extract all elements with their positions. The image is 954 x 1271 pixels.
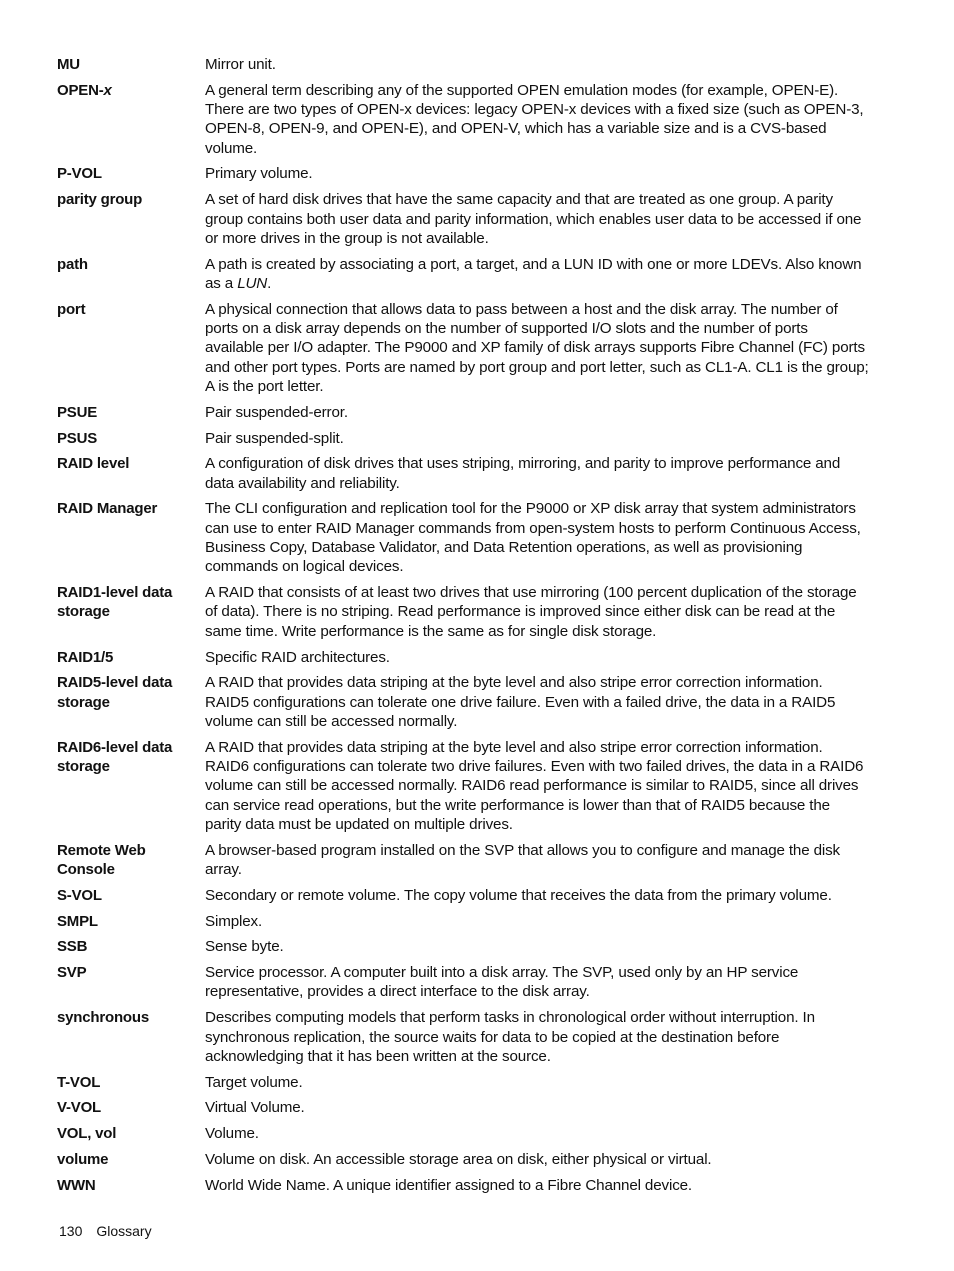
glossary-entry bbox=[57, 648, 869, 667]
glossary-definition: Sense byte. bbox=[205, 938, 284, 956]
glossary-entry bbox=[57, 912, 869, 931]
glossary-definition: Target volume. bbox=[205, 1073, 303, 1091]
glossary-entry bbox=[57, 673, 869, 731]
glossary-definition: A RAID that provides data striping at the byte level and also stripe error correction information. RAID5 configurations can tolerate one drive failure. Even with a failed drive, the data in a RAID5 volume can still be accessed normally. bbox=[205, 674, 836, 730]
glossary-definition: Service processor. A computer built into a disk array. The SVP, used only by an HP service representative, provides a direct interface to the disk array. bbox=[205, 964, 799, 1001]
glossary-term: synchronous bbox=[57, 1009, 149, 1027]
glossary-term: port bbox=[57, 300, 86, 318]
glossary-definition: Pair suspended-error. bbox=[205, 403, 348, 421]
glossary-entry bbox=[57, 300, 869, 396]
glossary-definition: A RAID that provides data striping at the byte level and also stripe error correction information. RAID6 configurations can tolerate two drive failures. Even with two failed drives, the data in a RAID6 volume can still be accessed normally. RAID6 read performance is similar to RAID5, since all drives can service read operations, but the write performance is lower than that of RAID5 because the parity data must be updated on multiple drives. bbox=[205, 738, 864, 833]
glossary-definition: Simplex. bbox=[205, 912, 263, 930]
glossary-definition: Pair suspended-split. bbox=[205, 429, 344, 447]
glossary-definition: World Wide Name. A unique identifier assigned to a Fibre Channel device. bbox=[205, 1176, 693, 1194]
glossary-definition: Volume on disk. An accessible storage area on disk, either physical or virtual. bbox=[205, 1151, 712, 1169]
glossary-term: RAID1-level data storage bbox=[57, 584, 173, 621]
glossary-entry bbox=[57, 403, 869, 422]
glossary-entry bbox=[57, 937, 869, 956]
glossary-definition: Volume. bbox=[205, 1125, 259, 1143]
glossary-term: RAID Manager bbox=[57, 500, 158, 518]
glossary-term: SSB bbox=[57, 938, 88, 956]
glossary-definition: A general term describing any of the supported OPEN emulation modes (for example, OPEN-E). There are two types of OPEN-x devices: legacy OPEN-x devices with a fixed size (such as OPEN-3, OPEN-8, OPEN-9, and OPEN-E), and OPEN-V, which has a variable size and is a CVS-based volume. bbox=[205, 81, 864, 157]
glossary-term: RAID1/5 bbox=[57, 648, 114, 666]
glossary-definition: Virtual Volume. bbox=[205, 1099, 305, 1117]
glossary-definition: Mirror unit. bbox=[205, 56, 276, 73]
glossary-term: S-VOL bbox=[57, 886, 102, 904]
glossary-term: V-VOL bbox=[57, 1099, 102, 1117]
glossary-term: RAID5-level data storage bbox=[57, 674, 173, 711]
glossary-entry bbox=[57, 963, 869, 1002]
glossary-definition: Specific RAID architectures. bbox=[205, 648, 390, 666]
glossary-term: Remote Web Console bbox=[57, 841, 146, 878]
section-name: Glossary bbox=[96, 1223, 152, 1239]
glossary-entry bbox=[57, 164, 869, 183]
glossary-entry bbox=[57, 81, 869, 158]
glossary-term: volume bbox=[57, 1151, 109, 1169]
glossary-entry bbox=[57, 255, 869, 294]
glossary-list bbox=[57, 55, 869, 1202]
page-number: 130 bbox=[59, 1223, 83, 1239]
glossary-entry bbox=[57, 429, 869, 448]
glossary-term: parity group bbox=[57, 191, 143, 209]
glossary-entry bbox=[57, 583, 869, 641]
glossary-entry bbox=[57, 1150, 869, 1169]
glossary-entry bbox=[57, 886, 869, 905]
glossary-term: VOL, vol bbox=[57, 1125, 117, 1143]
glossary-term: RAID level bbox=[57, 455, 130, 473]
glossary-definition: A browser-based program installed on the SVP that allows you to configure and manage the disk array. bbox=[205, 841, 840, 878]
glossary-entry bbox=[57, 1176, 869, 1195]
glossary-term: OPEN-x bbox=[57, 81, 112, 99]
page-footer bbox=[59, 1222, 152, 1240]
glossary-entry bbox=[57, 1008, 869, 1066]
glossary-definition: A physical connection that allows data to pass between a host and the disk array. The number of ports on a disk array depends on the number of supported I/O slots and the number of ports available per I/O adapter. The P9000 and XP family of disk arrays supports Fibre Channel (FC) ports and other port types. Ports are named by port group and port letter, such as CL1-A. CL1 is the group; A is the port letter. bbox=[205, 300, 869, 395]
glossary-term: PSUS bbox=[57, 429, 98, 447]
glossary-entry bbox=[57, 499, 869, 576]
glossary-entry bbox=[57, 841, 869, 880]
glossary-term: path bbox=[57, 255, 88, 273]
glossary-entry bbox=[57, 738, 869, 834]
glossary-definition: A set of hard disk drives that have the same capacity and that are treated as one group. A parity group contains both user data and parity information, which enables user data to be accessed if one or more drives in the group is not available. bbox=[205, 191, 862, 247]
glossary-term: PSUE bbox=[57, 403, 98, 421]
glossary-entry bbox=[57, 1124, 869, 1143]
glossary-entry bbox=[57, 55, 869, 74]
glossary-term: SMPL bbox=[57, 912, 98, 930]
glossary-term: SVP bbox=[57, 964, 87, 982]
glossary-term: RAID6-level data storage bbox=[57, 738, 173, 775]
glossary-term: MU bbox=[57, 56, 80, 73]
glossary-definition: Secondary or remote volume. The copy volume that receives the data from the primary volume. bbox=[205, 886, 832, 904]
glossary-definition: Primary volume. bbox=[205, 165, 313, 183]
glossary-definition: A RAID that consists of at least two drives that use mirroring (100 percent duplication of the storage of data). There is no striping. Read performance is improved since either disk can be read at the same time. Write performance is the same as for single disk storage. bbox=[205, 584, 857, 640]
glossary-definition: Describes computing models that perform tasks in chronological order without interruption. In synchronous replication, the source waits for data to be copied at the destination before acknowledging that it has been written at the source. bbox=[205, 1009, 815, 1065]
glossary-definition: The CLI configuration and replication tool for the P9000 or XP disk array that system administrators can use to enter RAID Manager commands from open-system hosts to perform Continuous Access, Business Copy, Database Validator, and Data Retention operations, as well as provisioning commands on logical devices. bbox=[205, 500, 861, 576]
glossary-definition: A path is created by associating a port, a target, and a LUN ID with one or more LDEVs. Also known as a LUN. bbox=[205, 255, 862, 292]
glossary-definition: A configuration of disk drives that uses striping, mirroring, and parity to improve performance and data availability and reliability. bbox=[205, 455, 841, 492]
glossary-entry bbox=[57, 190, 869, 248]
glossary-entry bbox=[57, 1098, 869, 1117]
glossary-term: P-VOL bbox=[57, 165, 102, 183]
glossary-entry bbox=[57, 454, 869, 493]
glossary-term: WWN bbox=[57, 1176, 96, 1194]
glossary-term: T-VOL bbox=[57, 1073, 101, 1091]
glossary-entry bbox=[57, 1073, 869, 1092]
